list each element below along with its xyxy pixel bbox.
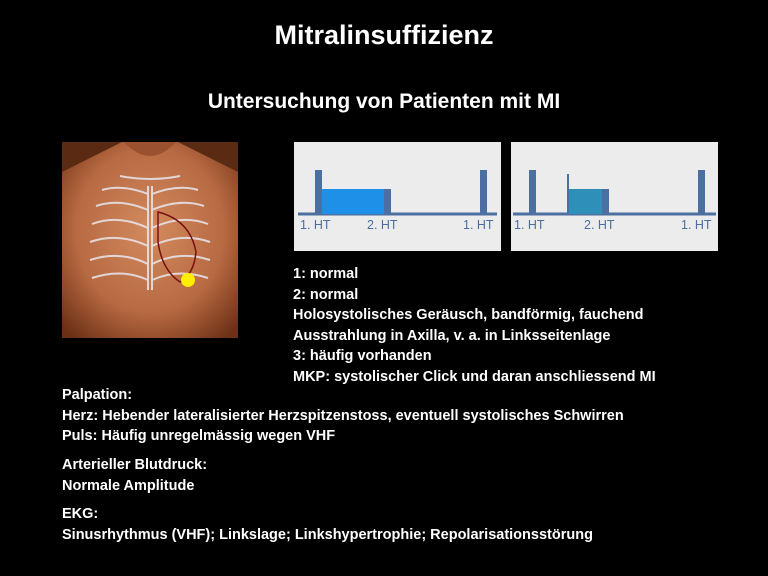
label-s1-next: 1. HT — [681, 218, 712, 232]
auscultation-line: 3: häufig vorhanden — [293, 348, 432, 364]
systolic-click — [567, 174, 569, 214]
slide-title: Mitralinsuffizienz — [274, 20, 494, 50]
auscultation-findings — [293, 264, 656, 387]
chest-illustration — [62, 142, 238, 338]
palpation-heading: Palpation: — [62, 387, 133, 403]
ekg-section — [62, 504, 593, 545]
slide-subtitle: Untersuchung von Patienten mit MI — [207, 90, 561, 113]
label-s1-next: 1. HT — [463, 218, 494, 232]
phonocardiogram-normal-mi — [294, 142, 501, 251]
auscultation-point-marker — [181, 273, 195, 287]
label-s1: 1. HT — [514, 218, 545, 232]
palpation-line: Herz: Hebender lateralisierter Herzspitzenstoss, eventuell systolisches Schwirren — [62, 407, 624, 424]
label-s1: 1. HT — [300, 218, 331, 232]
auscultation-line: Holosystolisches Geräusch, bandförmig, fauchend — [293, 307, 644, 323]
ekg-line: Sinusrhythmus (VHF); Linkslage; Linkshypertrophie; Repolarisationsstörung — [62, 526, 593, 543]
label-s2: 2. HT — [584, 218, 615, 232]
auscultation-line: 1: normal — [293, 266, 359, 282]
blood-pressure-heading: Arterieller Blutdruck: — [62, 457, 208, 473]
label-s2: 2. HT — [367, 218, 398, 232]
blood-pressure-line: Normale Amplitude — [62, 477, 195, 494]
palpation-line: Puls: Häufig unregelmässig wegen VHF — [62, 428, 336, 444]
palpation-section — [62, 385, 624, 447]
late-systolic-murmur-band — [569, 189, 602, 214]
holosystolic-murmur-band — [322, 189, 384, 214]
blood-pressure-section — [62, 455, 207, 496]
auscultation-line: Ausstrahlung in Axilla, v. a. in Linksseitenlage — [293, 327, 611, 344]
ekg-heading: EKG: — [62, 506, 99, 522]
auscultation-line: MKP: systolischer Click und daran anschliessend MI — [293, 368, 656, 385]
auscultation-line: 2: normal — [293, 286, 359, 303]
phonocardiogram-mkp — [511, 142, 718, 251]
